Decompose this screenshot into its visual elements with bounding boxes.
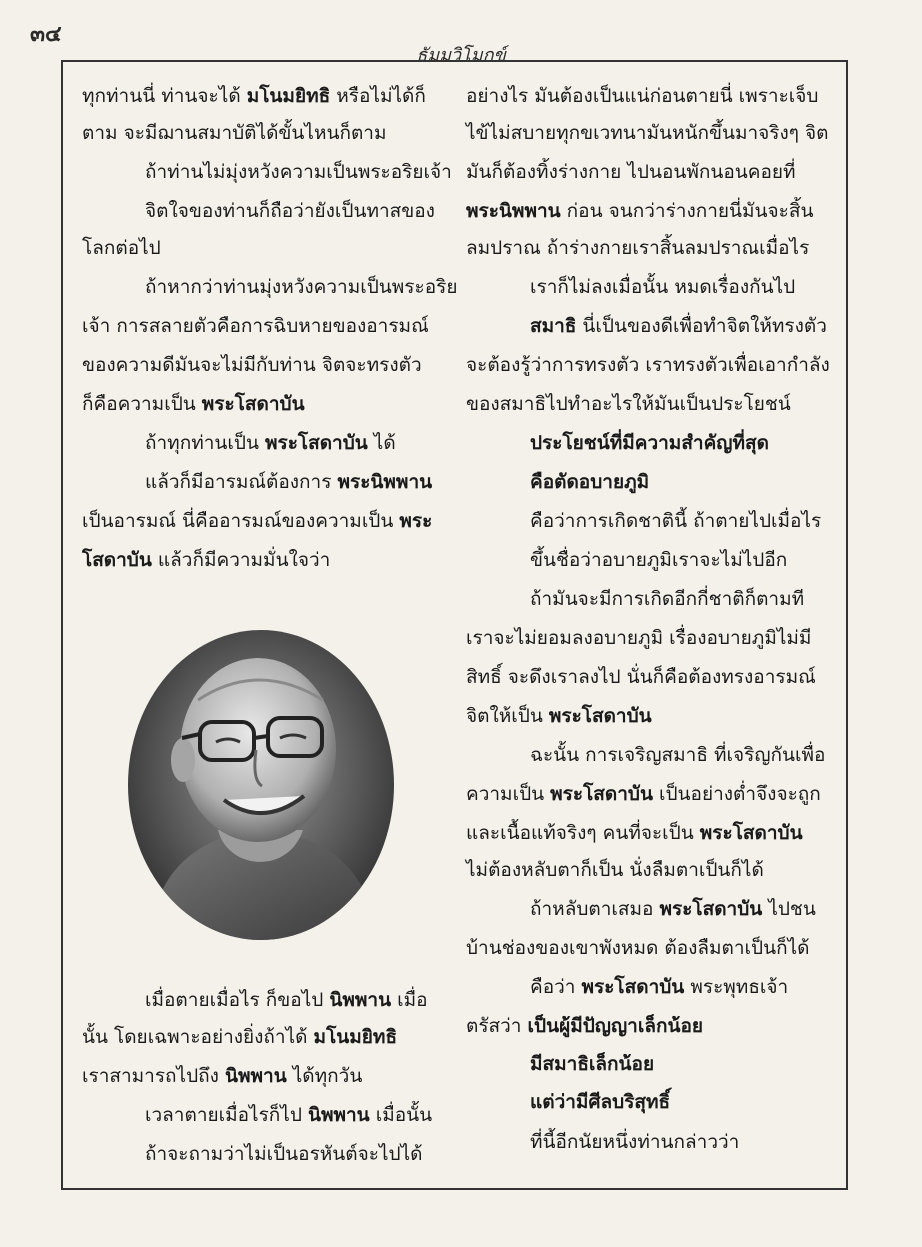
right-column-line <box>530 275 795 299</box>
left-column-line <box>145 988 428 1012</box>
right-column-line <box>466 236 809 260</box>
left-column-line <box>82 548 330 572</box>
bold-term: พระโสดาบัน <box>548 705 652 727</box>
text-run: จะต้องรู้ว่าการทรงตัว เราทรงตัวเพื่อเอากำลัง <box>466 354 830 376</box>
right-column-line <box>466 392 791 416</box>
text-run: เวลาตายเมื่อไรก็ไป <box>145 1104 308 1126</box>
bold-term: โสดาบัน <box>82 549 152 571</box>
page-frame <box>61 60 848 1190</box>
text-run: ถ้าหากว่าท่านมุ่งหวังความเป็นพระอริย <box>145 276 458 298</box>
text-run: โลกต่อไป <box>82 237 161 259</box>
bold-term: ประโยชน์ที่มีความสำคัญที่สุด <box>530 432 769 454</box>
text-run: หรือไม่ได้ก็ <box>330 85 426 107</box>
bold-term: พระโสดาบัน <box>581 976 685 998</box>
bold-term: พระโสดาบัน <box>201 393 305 415</box>
left-column-line <box>82 509 432 533</box>
right-column-line <box>466 626 811 650</box>
text-run: นี่เป็นของดีเพื่อทำจิตให้ทรงตัว <box>576 315 827 337</box>
right-column-line <box>466 1014 703 1038</box>
right-column-line <box>530 509 821 533</box>
right-column-line <box>530 470 649 494</box>
right-column-line <box>466 160 796 184</box>
left-column-line <box>82 353 422 377</box>
bold-term: มโนมยิทธิ <box>246 85 331 107</box>
right-column-line <box>530 431 769 455</box>
right-column-line <box>466 782 821 806</box>
text-run: จิตใจของท่านก็ถือว่ายังเป็นทาสของ <box>145 200 435 222</box>
left-column-line <box>82 84 426 108</box>
right-column-line <box>530 897 816 921</box>
text-run: ตรัสว่า <box>466 1015 528 1037</box>
bold-term: นิพพาน <box>329 989 392 1011</box>
text-run: เราก็ไม่ลงเมื่อนั้น หมดเรื่องกันไป <box>530 276 796 298</box>
monk-portrait-photo <box>128 630 394 940</box>
text-run: พระพุทธเจ้า <box>684 976 789 998</box>
right-column-line <box>466 84 818 108</box>
bold-term: มีสมาธิเล็กน้อย <box>530 1053 655 1075</box>
right-column-line <box>530 975 788 999</box>
text-run: เจ้า การสลายตัวคือการฉิบหายของอารมณ์ <box>82 315 429 337</box>
text-run: เป็นอย่างต่ำจึงจะถูก <box>652 783 821 805</box>
bold-term: พระโสดาบัน <box>699 822 803 844</box>
bold-term: สมาธิ <box>530 315 577 337</box>
bold-term: พระโสดาบัน <box>659 898 763 920</box>
text-run: แล้วก็มีอารมณ์ต้องการ <box>145 471 338 493</box>
text-run: ทุกท่านนี่ ท่านจะได้ <box>82 85 247 107</box>
text-run: มันก็ต้องทิ้งร่างกาย ไปนอนพักนอนคอยที่ <box>466 161 796 183</box>
text-run: ถ้าท่านไม่มุ่งหวังความเป็นพระอริยเจ้า <box>145 161 452 183</box>
text-run: ถ้าทุกท่านเป็น <box>145 432 265 454</box>
left-column-line <box>145 431 396 455</box>
right-column-line <box>530 548 787 572</box>
book-title: ธัมมวิโมกข์ <box>416 45 506 66</box>
right-column-line <box>466 936 810 960</box>
text-run: เมื่อตายเมื่อไร ก็ขอไป <box>145 989 330 1011</box>
text-run: เมื่อนั้น <box>369 1104 433 1126</box>
text-run: เราสามารถไปถึง <box>82 1065 225 1087</box>
text-run: ไปชน <box>762 898 816 920</box>
bold-term: เป็นผู้มีปัญญาเล็กน้อย <box>527 1015 704 1037</box>
left-column-line <box>145 199 435 223</box>
left-column-line <box>145 1142 423 1166</box>
right-column-line <box>530 1052 654 1076</box>
text-run: คือว่า <box>530 976 582 998</box>
text-run: คือว่าการเกิดชาตินี้ ถ้าตายไปเมื่อไร <box>530 510 822 532</box>
left-column-line <box>145 275 457 299</box>
text-run: ของความดีมันจะไม่มีกับท่าน จิตจะทรงตัว <box>82 354 422 376</box>
text-run: เป็นอารมณ์ นี่คืออารมณ์ของความเป็น <box>82 510 400 532</box>
right-column-line <box>466 858 764 882</box>
bold-term: พระ <box>399 510 433 532</box>
right-column-line <box>466 353 830 377</box>
text-run: ตาม จะมีฌานสมาบัติได้ขั้นไหนก็ตาม <box>82 122 387 144</box>
text-run: ของสมาธิไปทำอะไรให้มันเป็นประโยชน์ <box>466 393 791 415</box>
right-column-line <box>466 704 652 728</box>
right-column-line <box>530 1130 739 1154</box>
text-run: ลมปราณ ถ้าร่างกายเราสิ้นลมปราณเมื่อไร <box>466 237 810 259</box>
text-run: ได้ทุกวัน <box>286 1065 363 1087</box>
text-run: ไม่ต้องหลับตาก็เป็น นั่งลืมตาเป็นก็ได้ <box>466 859 764 881</box>
bold-term: พระโสดาบัน <box>550 783 653 805</box>
text-run: ที่นี้อีกนัยหนึ่งท่านกล่าวว่า <box>530 1131 740 1153</box>
text-run: ความเป็น <box>466 783 551 805</box>
right-column-line <box>530 1090 670 1114</box>
text-run: ก่อน จนกว่าร่างกายนี่มันจะสิ้น <box>560 200 814 222</box>
left-column-line <box>82 392 305 416</box>
text-run: เราจะไม่ยอมลงอบายภูมิ เรื่องอบายภูมิไม่มี <box>466 627 812 649</box>
text-run: ก็คือความเป็น <box>82 393 202 415</box>
left-column-line <box>145 160 452 184</box>
left-column-line <box>82 314 429 338</box>
text-run: แล้วก็มีความมั่นใจว่า <box>151 549 331 571</box>
bold-term: พระนิพพาน <box>466 200 561 222</box>
left-column-line <box>145 470 432 494</box>
bold-term: นิพพาน <box>224 1065 287 1087</box>
bold-term: พระโสดาบัน <box>264 432 368 454</box>
right-column-line <box>530 314 827 338</box>
right-column-line <box>466 665 816 689</box>
left-column-line <box>82 121 387 145</box>
monk-portrait-icon <box>128 630 394 940</box>
text-run: ถ้ามันจะมีการเกิดอีกกี่ชาติก็ตามที <box>530 588 805 610</box>
text-run: และเนื้อแท้จริงๆ คนที่จะเป็น <box>466 822 700 844</box>
text-run: เมื่อ <box>391 989 428 1011</box>
text-run: อย่างไร มันต้องเป็นแน่ก่อนตายนี่ เพราะเจ็บ <box>466 85 819 107</box>
page-number: ๓๔ <box>30 22 62 47</box>
text-run: จิตให้เป็น <box>466 705 549 727</box>
bold-term: มโนมยิทธิ <box>313 1026 398 1048</box>
text-run: สิทธิ์ จะดึงเราลงไป นั่นก็คือต้องทรงอารมณ์ <box>466 666 816 688</box>
text-run: ถ้าจะถามว่าไม่เป็นอรหันต์จะไปได้ <box>145 1143 423 1165</box>
text-run: ไข้ไม่สบายทุกขเวทนามันหนักขึ้นมาจริงๆ จิต <box>466 122 829 144</box>
text-run: บ้านช่องของเขาพังหมด ต้องลืมตาเป็นก็ได้ <box>466 937 810 959</box>
left-column-line <box>82 1025 397 1049</box>
bold-term: พระนิพพาน <box>337 471 433 493</box>
text-run: ขึ้นชื่อว่าอบายภูมิเราจะไม่ไปอีก <box>530 549 788 571</box>
text-run: ฉะนั้น การเจริญสมาธิ ที่เจริญกันเพื่อ <box>530 744 826 766</box>
bold-term: แต่ว่ามีศีลบริสุทธิ์ <box>530 1091 671 1113</box>
left-column-line <box>82 1064 362 1088</box>
right-column-line <box>530 743 825 767</box>
text-run: นั้น โดยเฉพาะอย่างยิ่งถ้าได้ <box>82 1026 314 1048</box>
right-column-line <box>466 121 828 145</box>
right-column-line <box>466 199 813 223</box>
bold-term: นิพพาน <box>307 1104 370 1126</box>
left-column-line <box>145 1103 432 1127</box>
right-column-line <box>530 587 804 611</box>
bold-term: คือตัดอบายภูมิ <box>530 471 650 493</box>
text-run: ได้ <box>367 432 396 454</box>
right-column-line <box>466 821 803 845</box>
text-run: ถ้าหลับตาเสมอ <box>530 898 660 920</box>
left-column-line <box>82 236 161 260</box>
